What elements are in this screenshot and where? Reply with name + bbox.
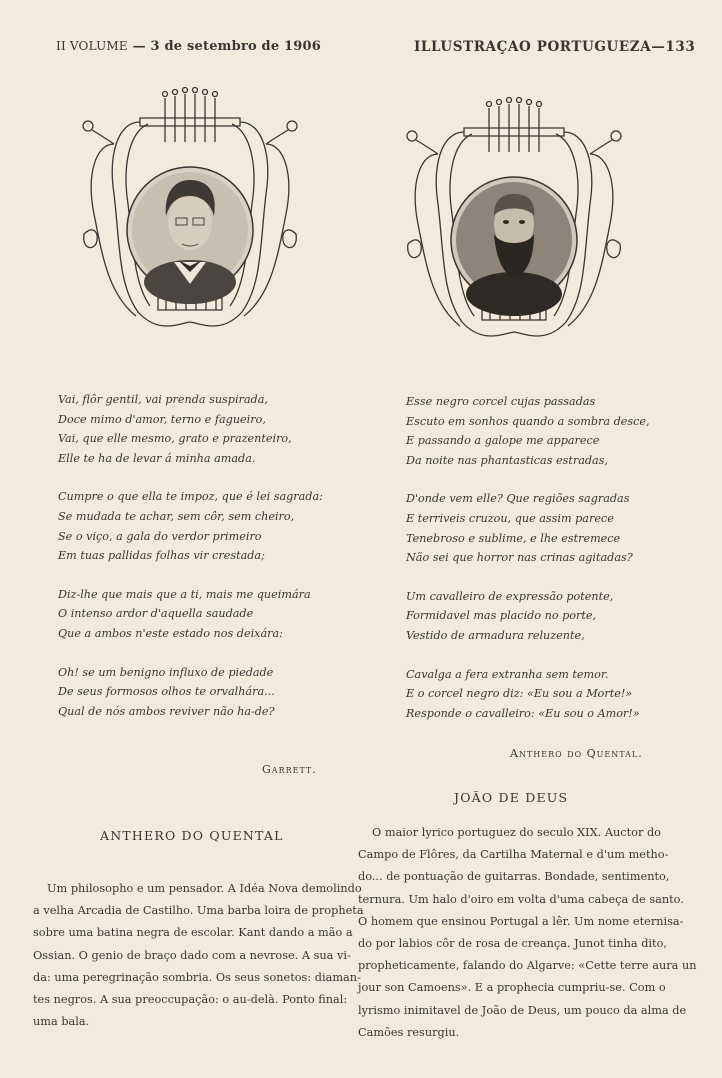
stanza bbox=[58, 390, 358, 468]
section-left-body bbox=[33, 878, 364, 1033]
prose-line: O maior lyrico portuguez do seculo XIX. Auctor do bbox=[372, 826, 661, 839]
poem-left bbox=[58, 390, 358, 740]
prose-line: a velha Arcadia de Castilho. Uma barba loira de propheta bbox=[33, 904, 364, 918]
verse-line: Vai, que elle mesmo, grato e prazenteiro, bbox=[58, 432, 292, 446]
section-title-right: JOÃO DE DEUS bbox=[454, 790, 569, 805]
prose-line: Ossian. O genio de braço dado com a nevrose. A sua vi- bbox=[33, 948, 351, 962]
page-header-left bbox=[56, 39, 321, 54]
verse-line: Vestido de armadura reluzente, bbox=[406, 628, 585, 642]
verse-line: Se mudada te achar, sem côr, sem cheiro, bbox=[58, 509, 295, 523]
prose-line: sobre uma batina negra de escolar. Kant dando a mão a bbox=[33, 926, 353, 940]
issue-date: — 3 de setembro de 1906 bbox=[132, 39, 322, 54]
stanza bbox=[406, 587, 706, 646]
prose-line: do por labios côr de rosa de creança. Junot tinha dito, bbox=[358, 937, 667, 951]
verse-line: E terriveis cruzou, que assim parece bbox=[406, 511, 614, 525]
verse-line: Um cavalleiro de expressão potente, bbox=[406, 589, 614, 603]
verse-line: Formidavel mas placido no porte, bbox=[406, 609, 597, 623]
poem-left-author: Garrett. bbox=[262, 763, 317, 776]
lyre-frame-portrait-right bbox=[402, 94, 632, 356]
verse-line: E passando a galope me apparece bbox=[406, 434, 600, 448]
verse-line: Da noite nas phantasticas estradas, bbox=[406, 453, 609, 467]
prose-line: do... de pontuação de guitarras. Bondade, sentimento, bbox=[358, 870, 670, 884]
prose-line: tes negros. A sua preoccupação: o au-delà. Ponto final: bbox=[33, 993, 348, 1007]
prose-line: lyrismo inimitavel de João de Deus, um pouco da alma de bbox=[358, 1003, 687, 1017]
verse-line: Doce mimo d'amor, terno e fagueiro, bbox=[58, 412, 266, 426]
stanza bbox=[58, 585, 358, 644]
prose-line: propheticamente, falando do Algarve: «Cette terre aura un bbox=[358, 959, 697, 973]
verse-line: Escuto em sonhos quando a sombra desce, bbox=[406, 414, 650, 428]
verse-line: Não sei que horror nas crinas agitadas? bbox=[406, 551, 633, 565]
verse-line: E o corcel negro diz: «Eu sou a Morte!» bbox=[406, 687, 633, 701]
prose-line: Campo de Flôres, da Cartilha Maternal e d'um metho- bbox=[358, 848, 669, 862]
prose-line: ternura. Um halo d'oiro em volta d'uma cabeça de santo. bbox=[358, 892, 684, 906]
volume-label: II VOLUME bbox=[56, 39, 128, 53]
stanza bbox=[406, 665, 706, 724]
stanza bbox=[58, 487, 358, 565]
verse-line: Em tuas pallidas folhas vir crestada; bbox=[58, 549, 265, 563]
stanza bbox=[58, 663, 358, 722]
stanza bbox=[406, 392, 706, 470]
page-header-right: ILLUSTRAÇAO PORTUGUEZA—133 bbox=[414, 39, 696, 55]
prose-line: jour son Camoens». E a prophecia cumpriu-se. Com o bbox=[358, 981, 666, 995]
verse-line: Oh! se um benigno influxo de piedade bbox=[58, 665, 274, 679]
verse-line: Responde o cavalleiro: «Eu sou o Amor!» bbox=[406, 706, 640, 720]
verse-line: D'onde vem elle? Que regiões sagradas bbox=[406, 492, 630, 506]
verse-line: Cavalga a fera extranha sem temor. bbox=[406, 667, 609, 681]
verse-line: Tenebroso e sublime, e lhe estremece bbox=[406, 531, 621, 545]
verse-line: Se o viço, a gala do verdor primeiro bbox=[58, 529, 262, 543]
verse-line: Qual de nós ambos reviver não ha-de? bbox=[58, 704, 275, 718]
section-title-left: ANTHERO DO QUENTAL bbox=[100, 828, 284, 843]
poem-right bbox=[406, 392, 706, 742]
verse-line: O intenso ardor d'aquella saudade bbox=[58, 607, 254, 621]
verse-line: Diz-lhe que mais que a ti, mais me queimára bbox=[58, 587, 311, 601]
verse-line: Vai, flôr gentil, vai prenda suspirada, bbox=[58, 393, 268, 406]
verse-line: Que a ambos n'este estado nos deixára: bbox=[58, 626, 283, 640]
prose-line: da: uma peregrinação sombria. Os seus sonetos: diaman- bbox=[33, 970, 361, 984]
verse-line: Cumpre o que ella te impoz, que é lei sagrada: bbox=[58, 490, 323, 504]
section-right-body bbox=[358, 822, 697, 1044]
verse-line: Elle te ha de levar á minha amada. bbox=[58, 451, 256, 465]
prose-line: Camões resurgiu. bbox=[358, 1025, 460, 1039]
prose-line: uma bala. bbox=[33, 1015, 90, 1029]
lyre-frame-portrait-left bbox=[78, 84, 308, 346]
stanza bbox=[406, 489, 706, 567]
prose-line: Um philosopho e um pensador. A Idéa Nova demolindo bbox=[47, 882, 362, 895]
prose-line: O homem que ensinou Portugal a lêr. Um nome eternisa- bbox=[358, 914, 684, 928]
poem-right-author: Anthero do Quental. bbox=[510, 747, 643, 760]
verse-line: De seus formosos olhos te orvalhára... bbox=[58, 685, 275, 699]
verse-line: Esse negro corcel cujas passadas bbox=[406, 395, 596, 408]
